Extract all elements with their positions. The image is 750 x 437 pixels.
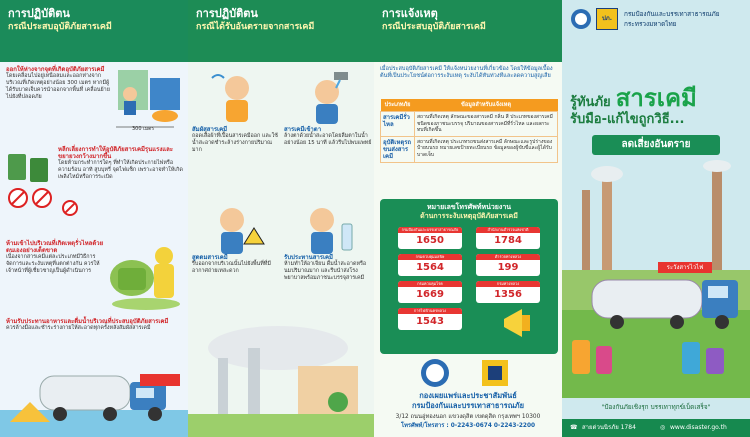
table-row xyxy=(381,112,558,137)
hotline-value: 1543 xyxy=(416,316,444,327)
ingestion-title: รับประทานสารเคมี xyxy=(284,254,333,261)
hotline-value: 1564 xyxy=(416,262,444,273)
ddpm-seal-logo xyxy=(420,358,450,388)
hotline-title-line2: ด้านการระงับเหตุอุบัติภัยสารเคมี xyxy=(420,212,518,220)
megaphone-icon xyxy=(500,305,540,341)
contact-phone: โทรศัพท์/โทรสาร : 0-2243-0674 0-2243-2200 xyxy=(400,423,536,429)
section-no-entry-title: ห้ามเข้าไปบริเวณที่เกิดเหตุรั่วไหลด้วยตนเองอย่างเด็ดขาด xyxy=(6,240,104,254)
org-name: กรมป้องกันและบรรเทาสาธารณภัย xyxy=(624,10,720,18)
website-link[interactable]: www.disaster.go.th xyxy=(670,424,727,431)
truck-warning-label: ระวังสารไวไฟ xyxy=(658,262,712,273)
row-label-transport: อุบัติเหตุรถขนส่งสารเคมี xyxy=(381,136,415,162)
reporting-intro: เมื่อประสบอุบัติภัยสารเคมี ให้แจ้งหน่วยงานที่เกี่ยวข้อง โดยให้ข้อมูลเบื้องต้นที่เป็นประโยชน์ต่อการระงับเหตุ ระงับได้ทันท่วงทีและลดความสูญเสีย xyxy=(380,66,553,79)
hotline-value: 1356 xyxy=(494,289,522,300)
panel2-header-line1: การปฏิบัติตน xyxy=(196,7,258,20)
inhalation-illustration xyxy=(202,198,272,256)
ddpm-seal-logo xyxy=(570,8,592,30)
no-smoking-sign-icon xyxy=(62,200,78,220)
cover-subtitle: ลดเสี่ยงอันตราย xyxy=(592,135,720,155)
hotline-number[interactable] xyxy=(398,227,462,249)
section-prevent-fire-title: หลีกเลี่ยงการทำให้อุบัติภัยสารเคมีรุนแรงและขยายวงกว้างมากขึ้น xyxy=(58,146,174,160)
org-ministry: กระทรวงมหาดไทย xyxy=(624,20,677,28)
section-move-away xyxy=(6,66,110,101)
agency-name: กรมป้องกันและบรรเทาสาธารณภัย xyxy=(411,401,524,410)
hotline-box xyxy=(380,199,558,354)
cover-title-big: สารเคมี xyxy=(615,84,697,112)
card-eye-contact xyxy=(284,126,372,147)
hotline-number[interactable] xyxy=(398,308,462,330)
phone-icon: ☎ xyxy=(570,424,578,431)
department-name: กองเผยแพร่และประชาสัมพันธ์ xyxy=(419,391,517,400)
card-inhalation xyxy=(192,254,280,275)
hazmat-worker-illustration xyxy=(106,238,186,314)
section-no-entry xyxy=(6,240,106,275)
tanker-truck-illustration xyxy=(0,362,188,437)
globe-icon: ◎ xyxy=(660,424,666,431)
ingestion-text: ห้ามทำให้อาเจียน ดื่มน้ำสะอาดหรือนมปริมาณมาก และรีบนำส่งโรงพยาบาลพร้อมภาชนะบรรจุสารเคมี xyxy=(284,261,367,281)
hotline-label: กรมป้องกันและบรรเทาสาธารณภัย xyxy=(398,227,462,233)
hotline-value: 1784 xyxy=(494,235,522,246)
hotline-label: กรมควบคุมโรค xyxy=(398,281,462,287)
ddpm-logo-badge: ปภ. xyxy=(596,8,618,30)
hotline-number[interactable] xyxy=(398,281,462,303)
inhalation-title: สูดดมสารเคมี xyxy=(192,254,228,261)
eye-contact-illustration xyxy=(292,68,362,126)
panel-reporting xyxy=(374,0,562,437)
inhalation-text: รีบออกจากบริเวณนั้นไปยังพื้นที่ที่มีอากาศถ่ายเทสะดวก xyxy=(192,261,271,274)
panel3-header xyxy=(374,0,562,62)
panel1-header-line2: กรณีประสบอุบัติภัยสารเคมี xyxy=(8,22,112,32)
hotline-text: สายด่วนนิรภัย 1784 xyxy=(582,424,636,431)
cover-title-line2: รับมือ-แก้ไขถูกวิธี... xyxy=(570,112,685,127)
hotline-number[interactable] xyxy=(476,227,540,249)
section-prevent-fire xyxy=(58,146,184,181)
hotline-number[interactable] xyxy=(476,281,540,303)
section-no-entry-text: เนื่องจากสารเคมีแต่ละประเภทมีวิธีการจัดการและระงับเหตุที่แตกต่างกัน ควรให้เจ้าหน้าที่ผู้เชี่ยวชาญเป็นผู้ดำเนินการ xyxy=(6,254,100,274)
hotline-label: สำนักงานตำรวจแห่งชาติ xyxy=(476,227,540,233)
distance-label: 300 เมตร xyxy=(132,126,155,132)
row-text-leak: สถานที่เกิดเหตุ ลักษณะของสารเคมี กลิ่น สี ประเภทของสารเคมี ชนิดของภาชนะบรรจุ ปริมาณของสารเคมีที่รั่วไหล และผลกระทบที่เกิดขึ้น xyxy=(415,112,558,137)
report-info-table xyxy=(380,99,558,163)
table-header-type: ประเภทภัย xyxy=(381,99,415,112)
panel-exposure xyxy=(188,0,374,437)
hotline-value: 1669 xyxy=(416,289,444,300)
row-label-leak: สารเคมีรั่วไหล xyxy=(381,112,415,137)
ddpm-emblem-logo xyxy=(480,358,510,388)
factory-illustration xyxy=(188,318,374,437)
hotline-value: 1650 xyxy=(416,235,444,246)
card-skin-contact xyxy=(192,126,280,154)
ingestion-illustration xyxy=(292,198,362,256)
cover-industrial-scene xyxy=(562,160,750,398)
eye-contact-title: สารเคมีเข้าตา xyxy=(284,126,322,133)
chemical-drums-illustration xyxy=(4,148,58,220)
hotline-number[interactable] xyxy=(476,254,540,276)
section-move-away-text: โดยเคลื่อนไปอยู่เหนือลมและออกห่างจากบริเวณที่เกิดเหตุอย่างน้อย 300 เมตร หากมีผู้ได้รับบาดเจ็บควรนำออกจากพื้นที่ เคลื่อนย้ายไปยังที่ปลอดภัย xyxy=(6,73,110,100)
skin-contact-title: สัมผัสสารเคมี xyxy=(192,126,228,133)
table-header-info: ข้อมูลสำหรับแจ้งเหตุ xyxy=(415,99,558,112)
panel2-header-line2: กรณีได้รับอันตรายจากสารเคมี xyxy=(196,22,315,32)
row-text-transport: สถานที่เกิดเหตุ ประเภทรถขนส่งสารเคมี ลักษณะและรูปร่างของป้ายบนรถ หมายเลขป้ายทะเบียนรถ ข้อมูลของผู้ขับขี่และผู้ได้รับบาดเจ็บ xyxy=(415,136,558,162)
section-move-away-title: ออกให้ห่างจากจุดที่เกิดอุบัติภัยสารเคมี xyxy=(6,66,105,73)
table-row xyxy=(381,136,558,162)
hotline-value: 199 xyxy=(497,262,519,273)
cover-slogan: "ป้องกันภัยเชิงรุก บรรเทาทุกข์เบ็ดเสร็จ" xyxy=(601,403,711,411)
cover-title-small: รู้ทันภัย xyxy=(570,95,611,110)
panel3-header-line1: การแจ้งเหตุ xyxy=(382,7,438,20)
panel2-header xyxy=(188,0,374,62)
hotline-label: กรมควบคุมมลพิษ xyxy=(398,254,462,260)
address: 3/12 ถนนอู่ทองนอก แขวงดุสิต เขตดุสิต กรุงเทพฯ 10300 xyxy=(395,414,541,420)
skin-contact-text: ถอดเสื้อผ้าที่เปื้อนสารเคมีออก และใช้น้ำสะอาดชำระล้างร่างกายปริมาณมาก xyxy=(192,133,278,153)
hotline-label: การไฟฟ้านครหลวง xyxy=(398,308,462,314)
panel-evacuation xyxy=(0,0,188,437)
eye-contact-text: ล้างตาด้วยน้ำสะอาดโดยลืมตาในน้ำอย่างน้อย 15 นาที แล้วรีบไปพบแพทย์ xyxy=(284,133,372,146)
hotline-label: กรมทางหลวง xyxy=(476,281,540,287)
panel1-header-line1: การปฏิบัติตน xyxy=(8,7,70,20)
section-no-food xyxy=(6,318,184,332)
panel1-header xyxy=(0,0,188,62)
hotline-label: ตำรวจทางหลวง xyxy=(476,254,540,260)
card-ingestion xyxy=(284,254,372,282)
skin-contact-illustration xyxy=(202,68,272,126)
section-no-food-text: ควรล้างมือและชำระร่างกายให้สะอาดทุกครั้งหลังสัมผัสสารเคมี xyxy=(6,325,151,331)
section-prevent-fire-text: โดยห้ามกระทำการใดๆ ที่ทำให้เกิดประกายไฟหรือความร้อน อาทิ สูบบุหรี่ จุดไฟแช็ก เพราะอาจทำให้เกิดเพลิงไหม้หรือการระเบิด xyxy=(58,160,183,180)
panel-cover xyxy=(562,0,750,437)
cover-footer xyxy=(562,419,750,437)
section-no-food-title: ห้ามรับประทานอาหารและดื่มน้ำบริเวณที่ประสบอุบัติภัยสารเคมี xyxy=(6,318,169,325)
panel3-header-line2: กรณีประสบอุบัติภัยสารเคมี xyxy=(382,22,486,32)
hotline-title-line1: หมายเลขโทรศัพท์หน่วยงาน xyxy=(426,203,512,211)
hotline-number[interactable] xyxy=(398,254,462,276)
